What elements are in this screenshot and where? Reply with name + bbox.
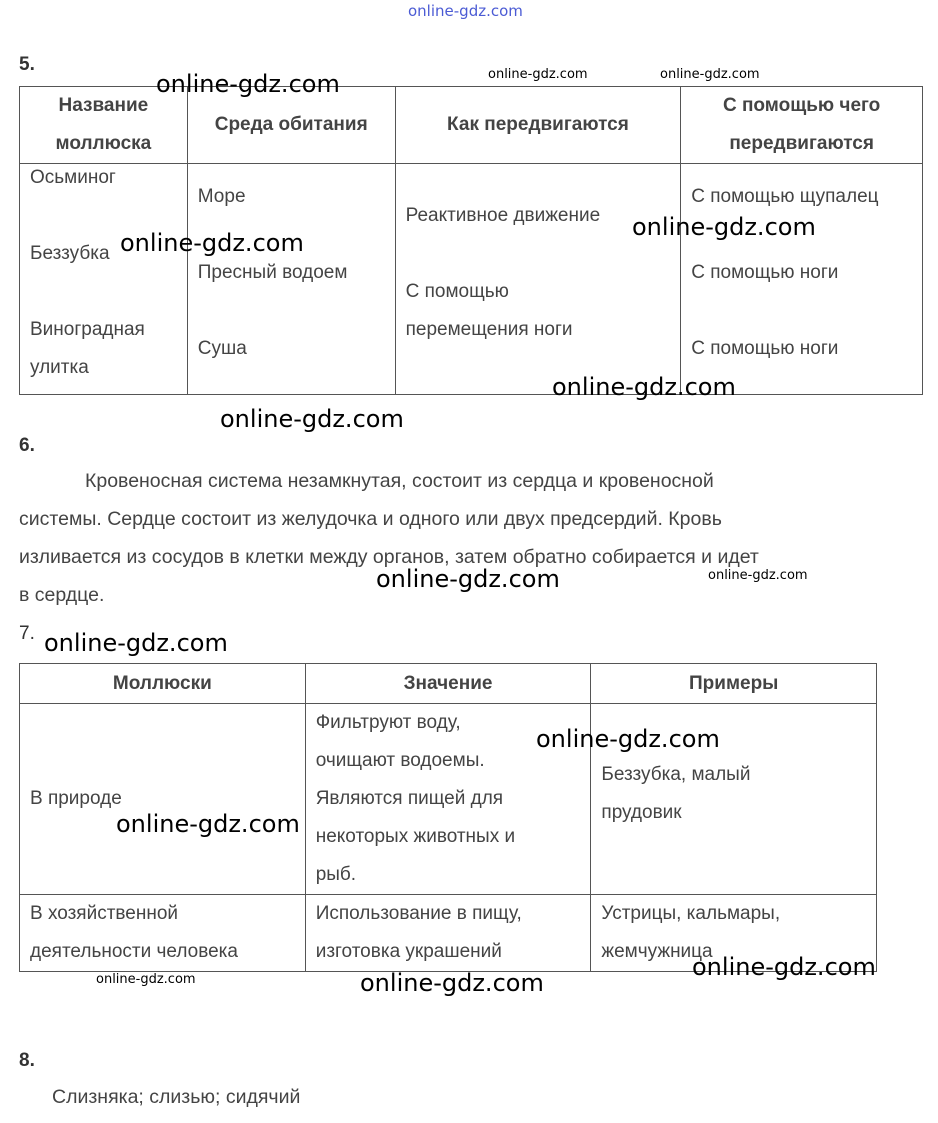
q5-col-means: С помощью щупалец С помощью ноги С помощью ноги [681, 164, 923, 395]
question-5-number: 5. [19, 54, 35, 75]
q7-row1-category: В природе [20, 704, 306, 895]
watermark: online-gdz.com [660, 67, 760, 82]
q5-col-movements: Реактивное движение С помощью перемещения ноги [395, 164, 681, 395]
watermark: online-gdz.com [552, 373, 736, 401]
watermark: online-gdz.com [632, 213, 816, 241]
watermark-top: online-gdz.com [408, 2, 523, 20]
watermark: online-gdz.com [692, 953, 876, 981]
q5-header-habitat: Среда обитания [187, 87, 395, 164]
q7-row1-examples: Беззубка, малый прудовик [591, 704, 877, 895]
q5-col-mollusc-names: Осьминог Беззубка Виноградная улитка [20, 164, 188, 395]
q7-header-examples: Примеры [591, 664, 877, 704]
q5-header-name: Название моллюска [20, 87, 188, 164]
watermark: online-gdz.com [708, 568, 808, 583]
watermark: online-gdz.com [116, 810, 300, 838]
watermark: online-gdz.com [376, 565, 560, 593]
watermark: online-gdz.com [120, 229, 304, 257]
watermark: online-gdz.com [488, 67, 588, 82]
q7-header-meaning: Значение [305, 664, 591, 704]
q7-row1-meaning: Фильтруют воду, очищают водоемы. Являются пищей для некоторых животных и рыб. [305, 704, 591, 895]
watermark: online-gdz.com [44, 629, 228, 657]
watermark: online-gdz.com [360, 969, 544, 997]
q5-header-movement: Как передвигаются [395, 87, 681, 164]
question-7-number: 7. [19, 623, 35, 644]
q7-row2-meaning: Использование в пищу, изготовка украшений [305, 895, 591, 972]
watermark: online-gdz.com [156, 70, 340, 98]
q5-col-habitats: Море Пресный водоем Суша [187, 164, 395, 395]
watermark: online-gdz.com [96, 972, 196, 987]
watermark: online-gdz.com [220, 405, 404, 433]
q6-answer-text: Кровеносная система незамкнутая, состоит из сердца и кровеносной системы. Сердце состоит из желудочка и одного или двух предсердий. Кровь изливается из сосудов в клетки между органов, затем обратно собирается и идет в сердце. [19, 470, 759, 606]
q5-header-means: С помощью чего передвигаются [681, 87, 923, 164]
q7-row2-category: В хозяйственной деятельности человека [20, 895, 306, 972]
question-6-number: 6. [19, 435, 35, 456]
watermark: online-gdz.com [536, 725, 720, 753]
q8-answer-text: Слизняка; слизью; сидячий [52, 1086, 301, 1108]
q7-row2-examples: Устрицы, кальмары, жемчужница [591, 895, 877, 972]
q7-header-molluscs: Моллюски [20, 664, 306, 704]
question-8-number: 8. [19, 1050, 35, 1071]
